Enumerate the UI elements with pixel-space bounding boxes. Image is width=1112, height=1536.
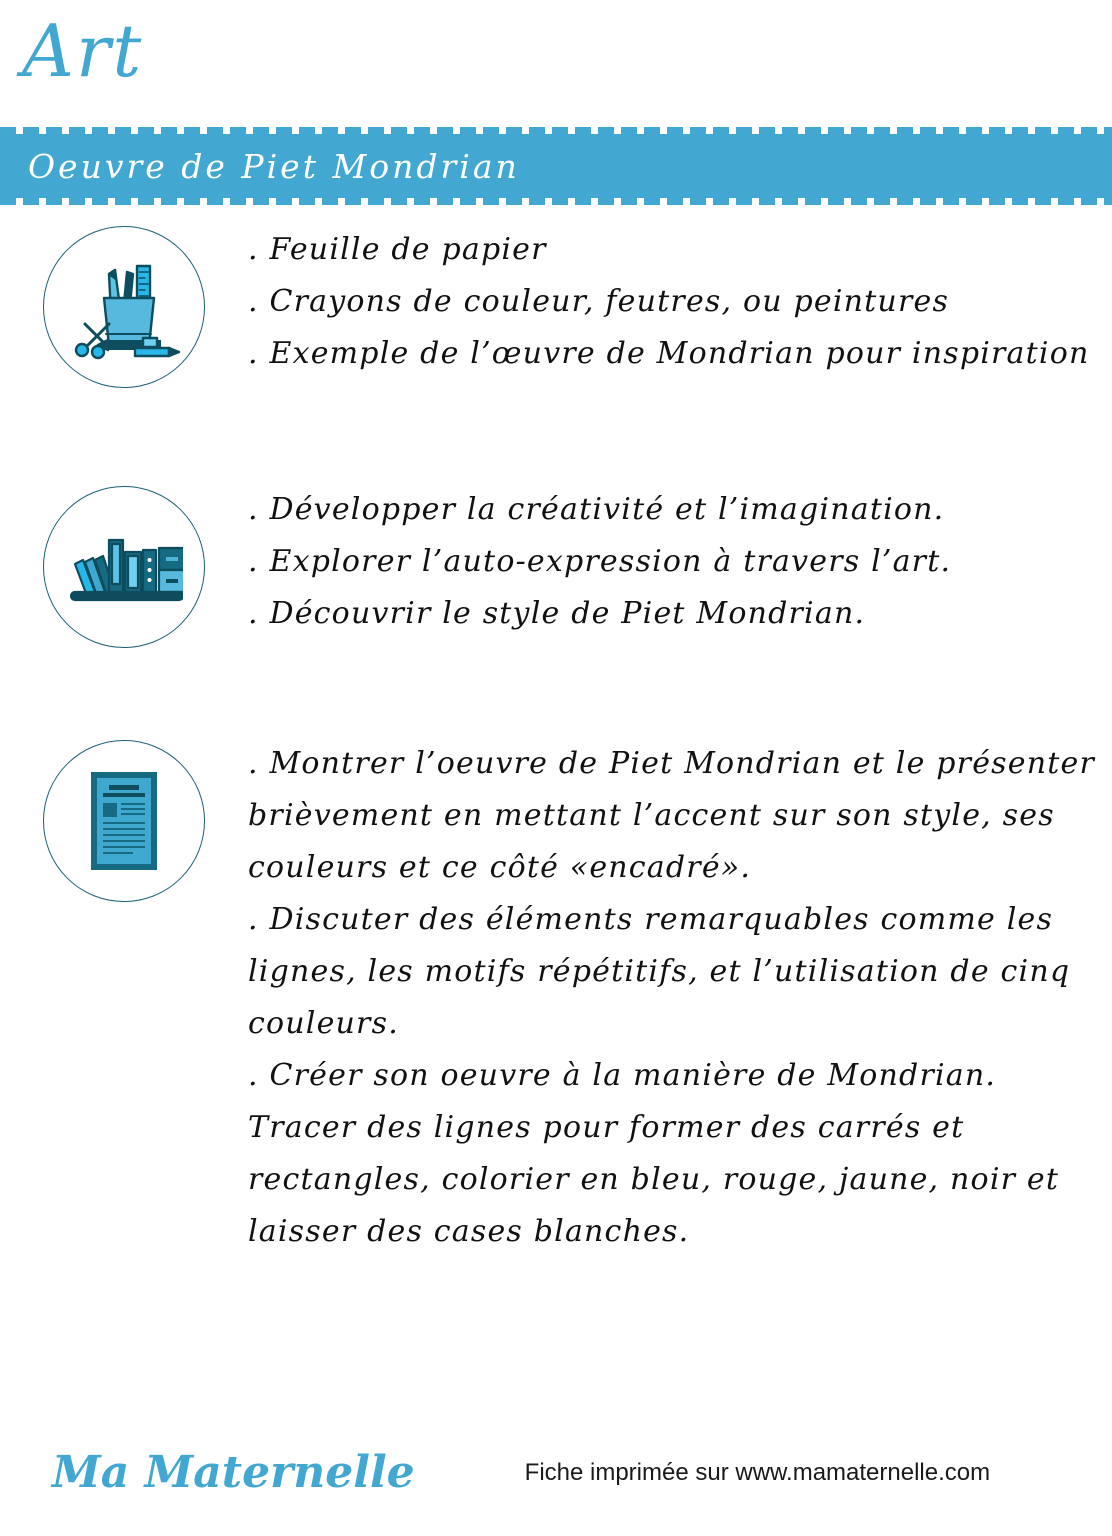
list-item: . Développer la créativité et l’imagination. xyxy=(248,492,945,527)
icon-column xyxy=(0,738,248,902)
list-item: . Explorer l’auto-expression à travers l’art. xyxy=(248,544,952,579)
list-item: . Feuille de papier xyxy=(248,232,547,267)
text-column xyxy=(248,224,1112,380)
content-section-objectives xyxy=(0,484,1112,648)
page-footer xyxy=(0,1438,1112,1508)
banner-title: Oeuvre de Piet Mondrian xyxy=(28,146,520,186)
content-section-steps xyxy=(0,738,1112,1258)
icon-column xyxy=(0,484,248,648)
bookshelf-books-icon xyxy=(43,486,205,648)
text-column xyxy=(248,484,1112,640)
brand-logo: Ma Maternelle xyxy=(52,1447,415,1498)
list-item: . Crayons de couleur, feutres, ou peintures xyxy=(248,284,950,319)
list-item: . Créer son oeuvre à la manière de Mondrian. Tracer des lignes pour former des carrés et rectangles, colorier en bleu, rouge, jaune, noir et laisser des cases blanches. xyxy=(248,1058,1060,1249)
list-item: . Montrer l’oeuvre de Piet Mondrian et le présenter brièvement en mettant l’accent sur son style, ses couleurs et ce côté «encadré». xyxy=(248,746,1096,885)
list-item: . Exemple de l’œuvre de Mondrian pour inspiration xyxy=(248,336,1090,371)
footer-note: Fiche imprimée sur www.mamaternelle.com xyxy=(524,1459,991,1486)
list-item: . Découvrir le style de Piet Mondrian. xyxy=(248,596,866,631)
document-sheet-icon xyxy=(43,740,205,902)
list-item: . Discuter des éléments remarquables comme les lignes, les motifs répétitifs, et l’utilisation de cinq couleurs. xyxy=(248,902,1071,1041)
pencil-cup-supplies-icon xyxy=(43,226,205,388)
icon-column xyxy=(0,224,248,388)
content-section-materials xyxy=(0,224,1112,388)
page-title: Art xyxy=(22,9,144,93)
text-column xyxy=(248,738,1112,1258)
